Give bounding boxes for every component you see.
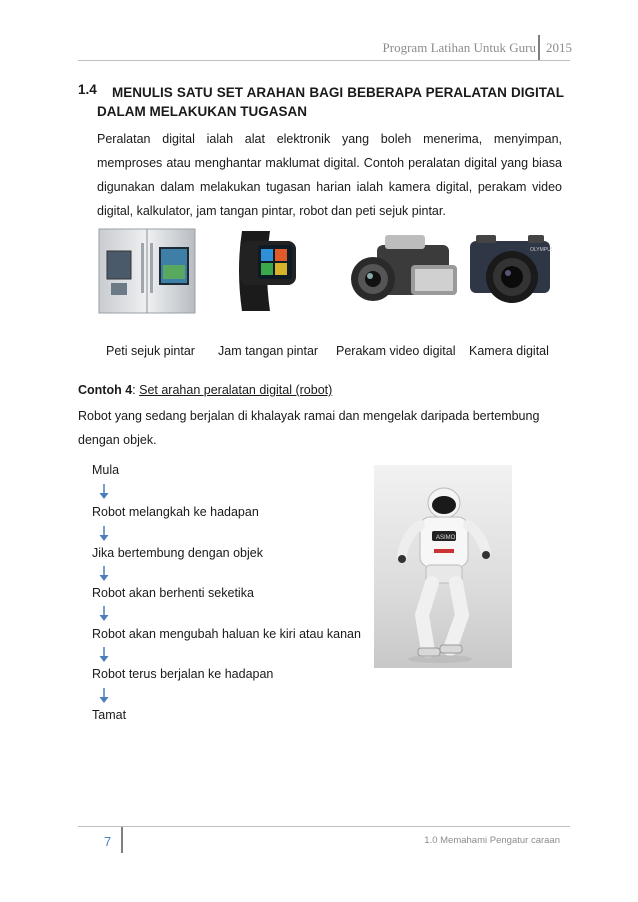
caption-camcorder: Perakam video digital bbox=[336, 344, 456, 358]
camcorder-icon bbox=[345, 225, 463, 315]
flow-step-3: Robot akan berhenti seketika bbox=[92, 586, 254, 600]
flow-step-start: Mula bbox=[92, 463, 120, 477]
header-divider bbox=[538, 35, 540, 61]
down-arrow-icon bbox=[98, 606, 110, 622]
flow-step-end: Tamat bbox=[92, 708, 127, 722]
down-arrow-icon bbox=[98, 566, 110, 582]
header-year: 2015 bbox=[546, 40, 572, 55]
smartwatch-icon bbox=[228, 225, 298, 315]
flow-step-5: Robot terus berjalan ke hadapan bbox=[92, 667, 274, 681]
section-paragraph: Peralatan digital ialah alat elektronik yang boleh menerima, menyimpan, memproses atau menghantar maklumat digital. Contoh peralatan digital yang biasa digunakan dalam melakukan tugasan harian ialah kamera digital, perakam video digital, kalkulator, jam tangan pintar, robot dan peti sejuk pintar. bbox=[97, 132, 562, 218]
example-heading bbox=[78, 383, 332, 397]
example-description: Robot yang sedang berjalan di khalayak ramai dan mengelak daripada bertembung dengan objek. bbox=[78, 409, 540, 447]
down-arrow-icon bbox=[98, 688, 110, 704]
example-topic: Set arahan peralatan digital (robot) bbox=[139, 383, 333, 397]
header-rule bbox=[78, 60, 570, 61]
footer-rule bbox=[78, 826, 570, 827]
digital-camera-icon bbox=[468, 225, 552, 315]
footer-chapter: 1.0 Memahami Pengatur caraan bbox=[424, 835, 560, 846]
example-label: Contoh 4 bbox=[78, 383, 133, 397]
section-title-line2: DALAM MELAKUKAN TUGASAN bbox=[97, 104, 307, 119]
down-arrow-icon bbox=[98, 484, 110, 500]
page-number: 7 bbox=[104, 834, 112, 849]
footer-divider bbox=[121, 827, 123, 853]
robot-badge: ASIMO bbox=[436, 535, 456, 541]
example-separator: : bbox=[132, 383, 140, 397]
humanoid-robot-icon bbox=[374, 465, 512, 668]
flow-step-4: Robot akan mengubah haluan ke kiri atau kanan bbox=[92, 627, 361, 641]
smart-fridge-icon bbox=[97, 225, 197, 315]
down-arrow-icon bbox=[98, 526, 110, 542]
caption-watch: Jam tangan pintar bbox=[218, 344, 319, 358]
section-number: 1.4 bbox=[78, 82, 97, 97]
flow-step-2: Jika bertembung dengan objek bbox=[92, 546, 263, 560]
caption-camera: Kamera digital bbox=[469, 344, 549, 358]
svg-text:OLYMPUS: OLYMPUS bbox=[530, 247, 552, 253]
flow-step-1: Robot melangkah ke hadapan bbox=[92, 505, 259, 519]
header-title: Program Latihan Untuk Guru bbox=[382, 40, 536, 55]
down-arrow-icon bbox=[98, 647, 110, 663]
caption-fridge: Peti sejuk pintar bbox=[106, 344, 195, 358]
section-title-line1: MENULIS SATU SET ARAHAN BAGI BEBERAPA PERALATAN DIGITAL bbox=[112, 85, 564, 100]
